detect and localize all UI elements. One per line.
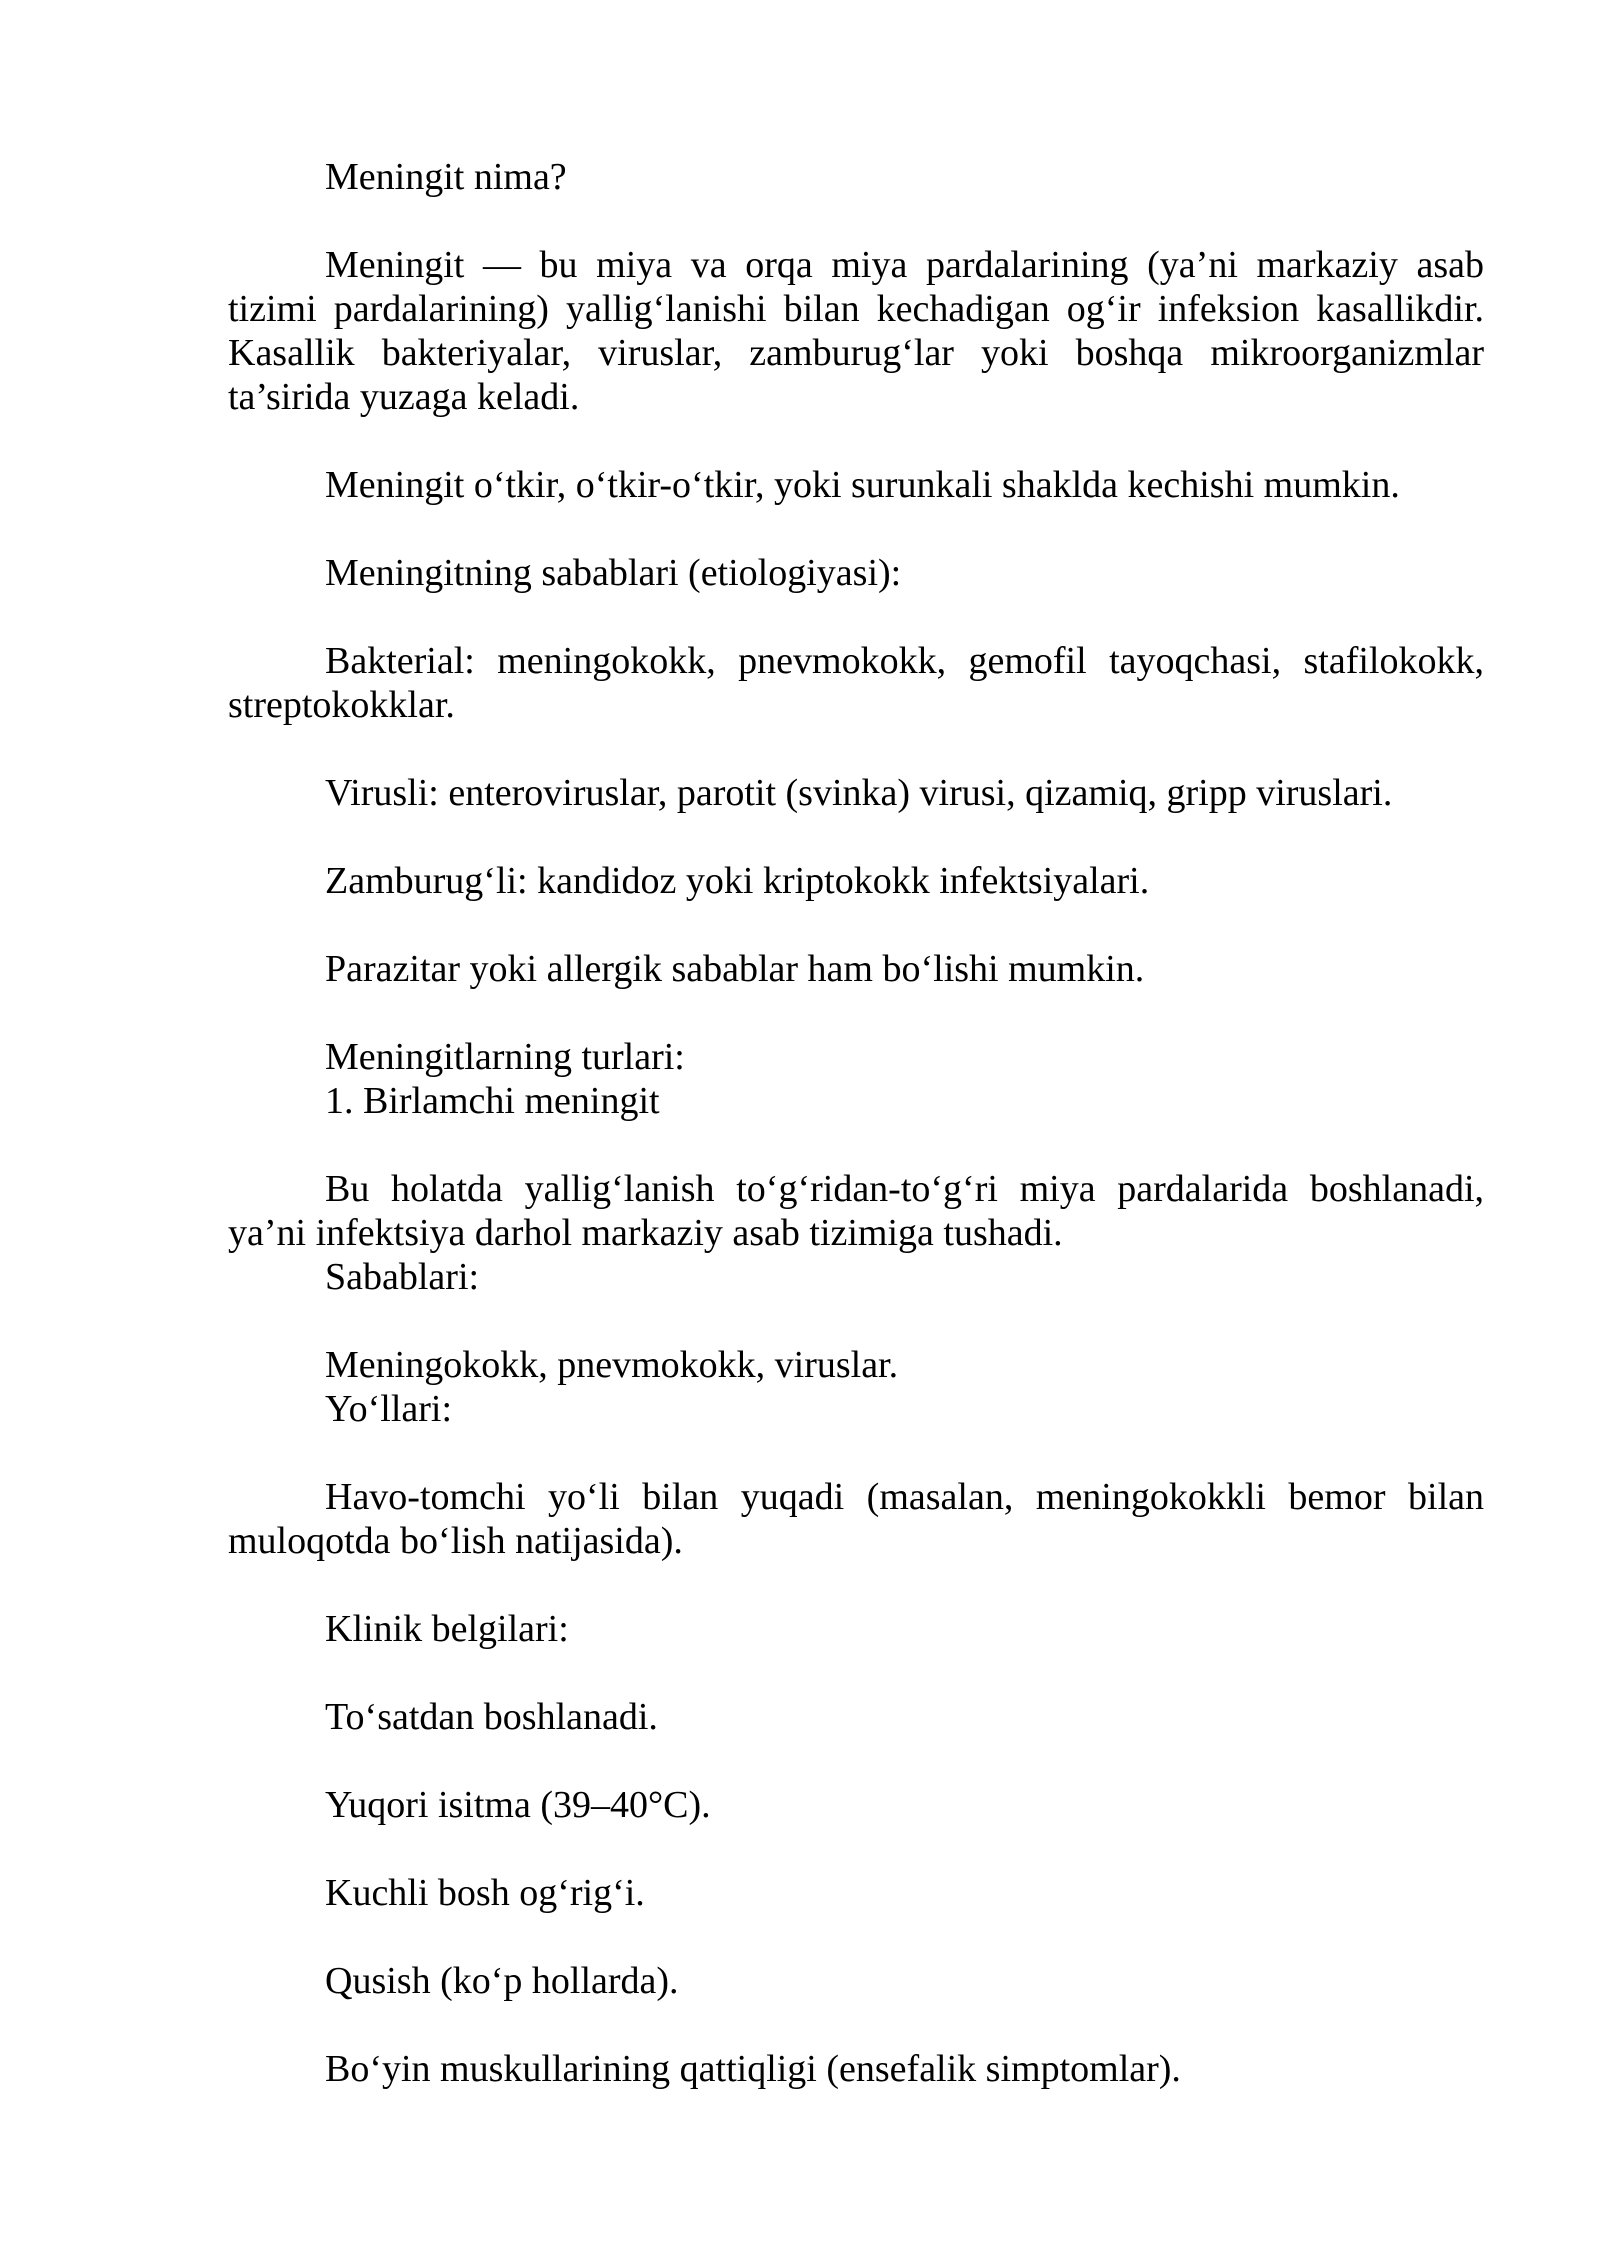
paragraph-13: Meningokokk, pnevmokokk, viruslar.: [325, 1344, 899, 1386]
paragraph-12: Sabablari:: [325, 1256, 480, 1298]
paragraph-8: Parazitar yoki allergik sabablar ham bo‘lishi mumkin.: [325, 948, 1145, 990]
paragraph-15: Havo-tomchi yo‘li bilan yuqadi (masalan, meningokokkli bemor bilan muloqotda bo‘lish natijasida).: [228, 1476, 1484, 1562]
paragraph-21: Bo‘yin muskullarining qattiqligi (ensefalik simptomlar).: [325, 2048, 1181, 2090]
paragraph-16: Klinik belgilari:: [325, 1608, 569, 1650]
paragraph-17: To‘satdan boshlanadi.: [325, 1696, 658, 1738]
paragraph-18: Yuqori isitma (39–40°C).: [325, 1784, 711, 1826]
paragraph-14: Yo‘llari:: [325, 1388, 453, 1430]
paragraph-9: Meningitlarning turlari:: [325, 1036, 685, 1078]
paragraph-4: Meningitning sabablari (etiologiyasi):: [325, 552, 902, 594]
paragraph-7: Zamburug‘li: kandidoz yoki kriptokokk infektsiyalari.: [325, 860, 1150, 902]
paragraph-6: Virusli: enteroviruslar, parotit (svinka) virusi, qizamiq, gripp viruslari.: [325, 772, 1393, 814]
paragraph-20: Qusish (ko‘p hollarda).: [325, 1960, 679, 2002]
paragraph-11: Bu holatda yallig‘lanish to‘g‘ridan-to‘g‘ri miya pardalarida boshlanadi, ya’ni infektsiya darhol markaziy asab tizimiga tushadi.: [228, 1168, 1484, 1254]
paragraph-3: Meningit o‘tkir, o‘tkir-o‘tkir, yoki surunkali shaklda kechishi mumkin.: [325, 464, 1400, 506]
paragraph-5: Bakterial: meningokokk, pnevmokokk, gemofil tayoqchasi, stafilokokk, streptokokklar.: [228, 640, 1484, 726]
paragraph-1: Meningit nima?: [325, 156, 567, 198]
paragraph-10: 1. Birlamchi meningit: [325, 1080, 660, 1122]
paragraph-19: Kuchli bosh og‘rig‘i.: [325, 1872, 645, 1914]
paragraph-2: Meningit — bu miya va orqa miya pardalarining (ya’ni markaziy asab tizimi pardalarining) yallig‘lanishi bilan kechadigan og‘ir infeksion kasallikdir. Kasallik bakteriyalar, viruslar, zamburug‘lar yoki boshqa mikroorganizmlar ta’sirida yuzaga keladi.: [228, 244, 1484, 418]
